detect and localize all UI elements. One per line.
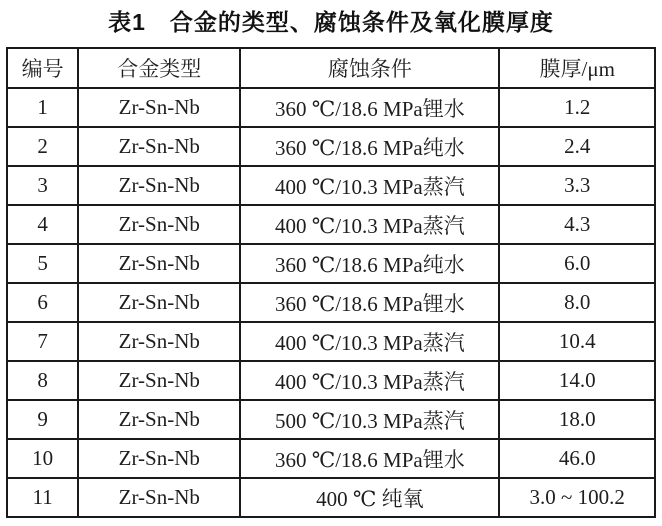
film-thickness-cell: 10.4 <box>499 322 655 361</box>
table-row <box>7 244 655 283</box>
alloy-type-cell: Zr-Sn-Nb <box>78 361 240 400</box>
table-row <box>7 205 655 244</box>
film-thickness-cell: 8.0 <box>499 283 655 322</box>
row-number-cell: 4 <box>7 205 78 244</box>
table-row <box>7 439 655 478</box>
corrosion-condition-cell: 360 ℃/18.6 MPa锂水 <box>240 88 499 127</box>
row-number-cell: 9 <box>7 400 78 439</box>
table-row <box>7 166 655 205</box>
col-header-corrosion-condition: 腐蚀条件 <box>240 48 499 88</box>
alloy-type-cell: Zr-Sn-Nb <box>78 88 240 127</box>
corrosion-condition-cell: 360 ℃/18.6 MPa锂水 <box>240 283 499 322</box>
alloy-type-cell: Zr-Sn-Nb <box>78 205 240 244</box>
film-thickness-cell: 3.0 ~ 100.2 <box>499 478 655 517</box>
table-row <box>7 478 655 517</box>
col-header-id: 编号 <box>7 48 78 88</box>
film-thickness-cell: 18.0 <box>499 400 655 439</box>
film-thickness-cell: 46.0 <box>499 439 655 478</box>
corrosion-condition-cell: 400 ℃/10.3 MPa蒸汽 <box>240 166 499 205</box>
alloy-type-cell: Zr-Sn-Nb <box>78 439 240 478</box>
table-title: 表1 合金的类型、腐蚀条件及氧化膜厚度 <box>108 9 554 35</box>
data-table <box>6 47 656 518</box>
table-header <box>7 48 655 88</box>
col-header-film-thickness: 膜厚/μm <box>499 48 655 88</box>
row-number-cell: 8 <box>7 361 78 400</box>
alloy-type-cell: Zr-Sn-Nb <box>78 166 240 205</box>
row-number-cell: 10 <box>7 439 78 478</box>
table-row <box>7 127 655 166</box>
header-row <box>7 48 655 88</box>
row-number-cell: 7 <box>7 322 78 361</box>
table-row <box>7 400 655 439</box>
film-thickness-cell: 6.0 <box>499 244 655 283</box>
corrosion-condition-cell: 360 ℃/18.6 MPa锂水 <box>240 439 499 478</box>
row-number-cell: 1 <box>7 88 78 127</box>
film-thickness-cell: 2.4 <box>499 127 655 166</box>
corrosion-condition-cell: 400 ℃/10.3 MPa蒸汽 <box>240 361 499 400</box>
alloy-type-cell: Zr-Sn-Nb <box>78 127 240 166</box>
col-header-alloy-type: 合金类型 <box>78 48 240 88</box>
table-body <box>7 88 655 517</box>
alloy-type-cell: Zr-Sn-Nb <box>78 322 240 361</box>
alloy-type-cell: Zr-Sn-Nb <box>78 478 240 517</box>
row-number-cell: 5 <box>7 244 78 283</box>
corrosion-condition-cell: 360 ℃/18.6 MPa纯水 <box>240 127 499 166</box>
film-thickness-cell: 3.3 <box>499 166 655 205</box>
corrosion-condition-cell: 400 ℃/10.3 MPa蒸汽 <box>240 205 499 244</box>
table-row <box>7 283 655 322</box>
row-number-cell: 6 <box>7 283 78 322</box>
row-number-cell: 11 <box>7 478 78 517</box>
corrosion-condition-cell: 400 ℃ 纯氧 <box>240 478 499 517</box>
corrosion-condition-cell: 500 ℃/10.3 MPa蒸汽 <box>240 400 499 439</box>
row-number-cell: 2 <box>7 127 78 166</box>
film-thickness-cell: 1.2 <box>499 88 655 127</box>
film-thickness-cell: 14.0 <box>499 361 655 400</box>
film-thickness-cell: 4.3 <box>499 205 655 244</box>
table-row <box>7 88 655 127</box>
row-number-cell: 3 <box>7 166 78 205</box>
alloy-type-cell: Zr-Sn-Nb <box>78 244 240 283</box>
alloy-type-cell: Zr-Sn-Nb <box>78 400 240 439</box>
alloy-type-cell: Zr-Sn-Nb <box>78 283 240 322</box>
corrosion-condition-cell: 360 ℃/18.6 MPa纯水 <box>240 244 499 283</box>
table-row <box>7 322 655 361</box>
table-row <box>7 361 655 400</box>
corrosion-condition-cell: 400 ℃/10.3 MPa蒸汽 <box>240 322 499 361</box>
